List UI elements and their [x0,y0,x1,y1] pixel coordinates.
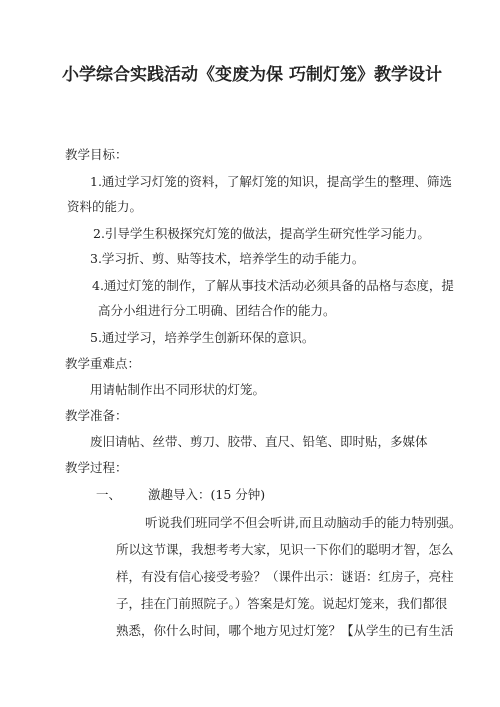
key-points-heading: 教学重难点： [65,356,141,371]
paragraph-line: 听说我们班同学不但会听讲,而且动脑动手的能力特别强。 [145,515,462,530]
key-points-text: 用请帖制作出不同形状的灯笼。 [90,382,266,397]
step-1-title: 激趣导入：(15 分钟) [148,487,266,502]
goal-item-4-line-2: 高分小组进行分工明确、团结合作的能力。 [98,303,336,318]
preparation-text: 废旧请帖、丝带、剪刀、胶带、直尺、铅笔、即时贴，多媒体 [90,434,428,449]
goal-item-5: 5.通过学习，培养学生创新环保的意识。 [90,330,315,345]
paragraph-line: 所以这节课，我想考考大家，见识一下你们的聪明才智，怎么 [116,542,454,557]
preparation-heading: 教学准备： [65,408,128,423]
paragraph-line: 样，有没有信心接受考验？（课件出示：谜语：红房子，亮柱 [116,569,454,584]
step-1-number: 一、 [96,487,122,502]
paragraph-line: 熟悉，你什么时间，哪个地方见过灯笼？【从学生的已有生活 [116,623,454,638]
goal-item-1-line-2: 资料的能力。 [67,199,143,214]
paragraph-line: 子，挂在门前照院子。）答案是灯笼。说起灯笼来，我们都很 [116,596,448,611]
goal-item-1-line-1: 1.通过学习灯笼的资料，了解灯笼的知识，提高学生的整理、筛选 [90,174,452,189]
process-heading: 教学过程： [65,460,128,475]
document-title: 小学综合实践活动《变废为保 巧制灯笼》教学设计 [62,65,442,85]
goal-item-2: 2.引导学生积极探究灯笼的做法，提高学生研究性学习能力。 [93,226,430,241]
goal-item-3: 3.学习折、剪、贴等技术，培养学生的动手能力。 [90,251,365,266]
goal-item-4-line-1: 4.通过灯笼的制作，了解从事技术活动必须具备的品格与态度，提 [92,278,454,293]
goals-heading: 教学目标： [65,147,128,162]
